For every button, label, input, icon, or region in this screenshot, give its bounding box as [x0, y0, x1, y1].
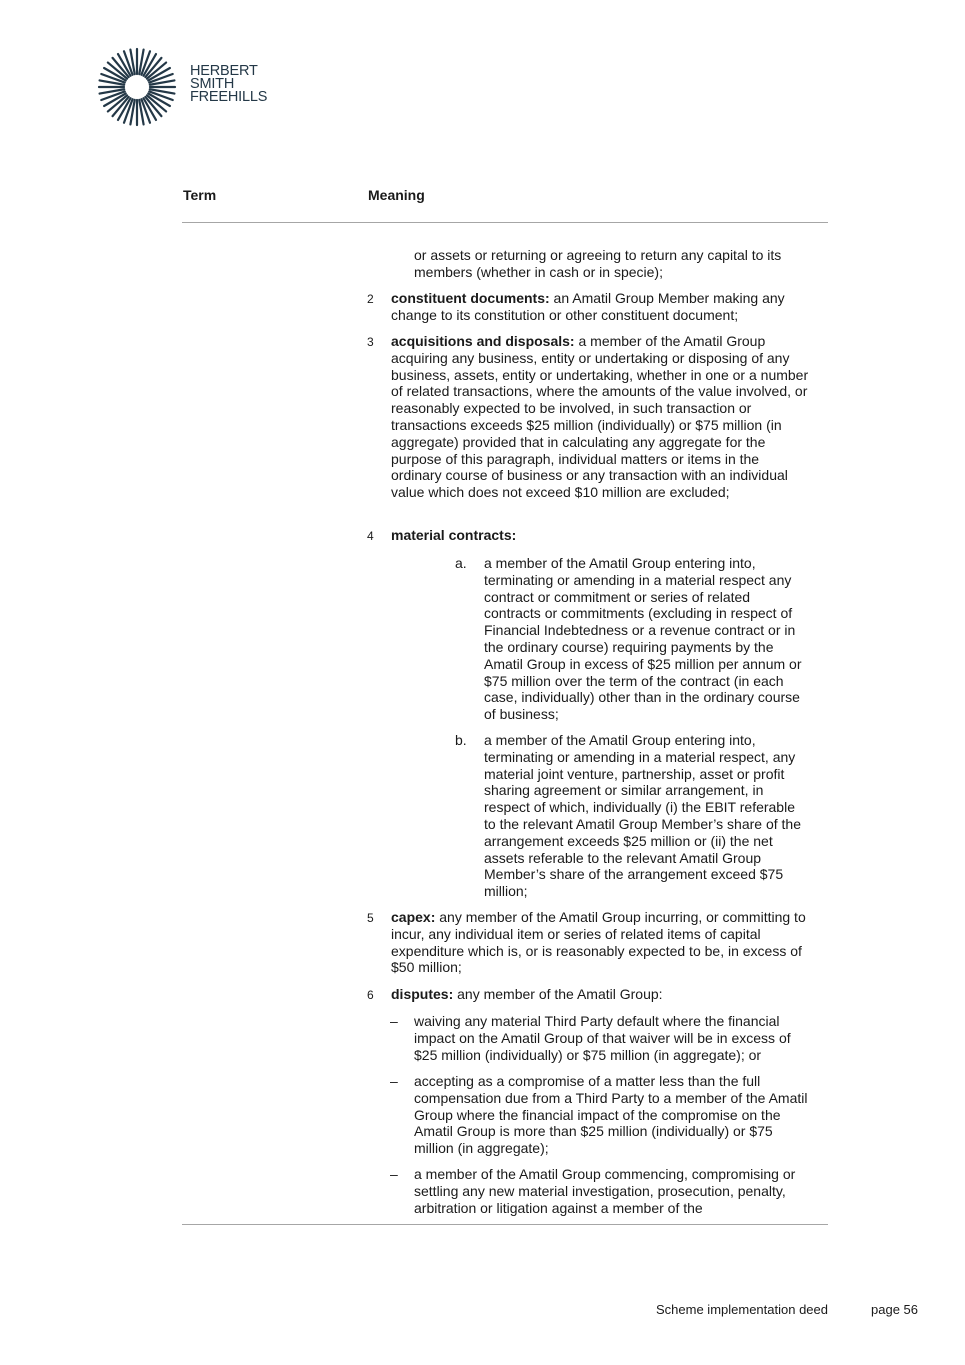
continuation-paragraph: or assets or returning or agreeing to return any capital to its members (whether in cash or in specie); [414, 247, 782, 280]
page-number: page 56 [871, 1302, 918, 1317]
list-item-material-contracts [391, 527, 811, 544]
subitem-letter: a. [455, 555, 467, 571]
item-heading: capex: [391, 909, 436, 925]
logo-wordmark [190, 65, 267, 104]
subitem-letter: b. [455, 732, 467, 748]
item-text: a member of the Amatil Group acquiring any business, entity or undertaking or disposing of any business, assets, entity or undertaking, whether in one or a number of related transactions, where the amounts of the value involved, or reasonably expected to be involved, in such transaction or transactions exceeds $25 million (individually) or $75 million (in aggregate) provided that in calculating any aggregate for the purpose of this paragraph, individual matters or items in the ordinary course of business or any transaction with an individual value which does not exceed $10 million are excluded; [391, 333, 809, 501]
list-item-acquisitions-and-disposals [391, 333, 811, 501]
item-text: an Amatil Group Member making any change to its constitution or other constituent document; [391, 290, 785, 323]
item-text: any member of the Amatil Group: [453, 986, 663, 1002]
item-number: 5 [367, 911, 374, 925]
item-text: any member of the Amatil Group incurring, or committing to incur, any individual item or series of related items of capital expenditure which is, or is reasonably expected to be, in excess of $50 million; [391, 909, 806, 976]
column-header-term: Term [183, 187, 217, 203]
logo-line: SMITH [190, 76, 235, 92]
subitem-b-text: a member of the Amatil Group entering into, terminating or amending in a material respect, any material joint venture, partnership, asset or profit sharing agreement or similar arrangement, in respect of which, individually (i) the EBIT referable to the relevant Amatil Group Member’s share of the arrangement exceeds $25 million or (ii) the net assets referable to the relevant Amatil Group Member’s share of the arrangement exceed $75 million; [484, 732, 801, 900]
header-divider [182, 222, 828, 223]
dash-marker: – [390, 1073, 398, 1089]
subitem-a-text: a member of the Amatil Group entering into, terminating or amending in a material respect any contract or commitment or series of related contracts or commitments (excluding in respect of Financial Indebtedness or a revenue contract or in the ordinary course) requiring payments by the Amatil Group in excess of $25 million per annum or $75 million over the term of the contract (in each case, individually) other than in the ordinary course of business; [484, 555, 802, 723]
dash-item-text: accepting as a compromise of a matter less than the full compensation due from a Third Party to a member of the Amatil Group where the financial impact of the compromise on the Amatil Group is more than $25 million (individually) or $75 million (in aggregate); [414, 1073, 808, 1157]
firm-logo [96, 46, 286, 128]
column-header-meaning: Meaning [368, 187, 425, 203]
item-heading: disputes: [391, 986, 454, 1002]
logo-line: HERBERT [190, 63, 258, 79]
item-number: 3 [367, 335, 374, 349]
list-item-disputes [391, 986, 811, 1003]
item-heading: constituent documents: [391, 290, 550, 306]
dash-item-text: a member of the Amatil Group commencing, compromising or settling any new material investigation, prosecution, penalty, arbitration or litigation against a member of the [414, 1166, 796, 1216]
logo-line: FREEHILLS [190, 89, 268, 105]
dash-item-text: waiving any material Third Party default where the financial impact on the Amatil Group of that waiver will be in excess of $25 million (individually) or $75 million (in aggregate); or [414, 1013, 791, 1063]
footer-divider [182, 1224, 828, 1225]
sunburst-logo-icon [96, 46, 178, 128]
item-heading: acquisitions and disposals: [391, 333, 575, 349]
list-item-capex [391, 909, 811, 976]
item-number: 2 [367, 292, 374, 306]
item-number: 6 [367, 988, 374, 1002]
list-item-constituent-documents [391, 290, 811, 324]
dash-marker: – [390, 1013, 398, 1029]
footer-document-title: Scheme implementation deed [656, 1302, 828, 1317]
dash-marker: – [390, 1166, 398, 1182]
item-heading: material contracts: [391, 527, 517, 543]
item-number: 4 [367, 529, 374, 543]
